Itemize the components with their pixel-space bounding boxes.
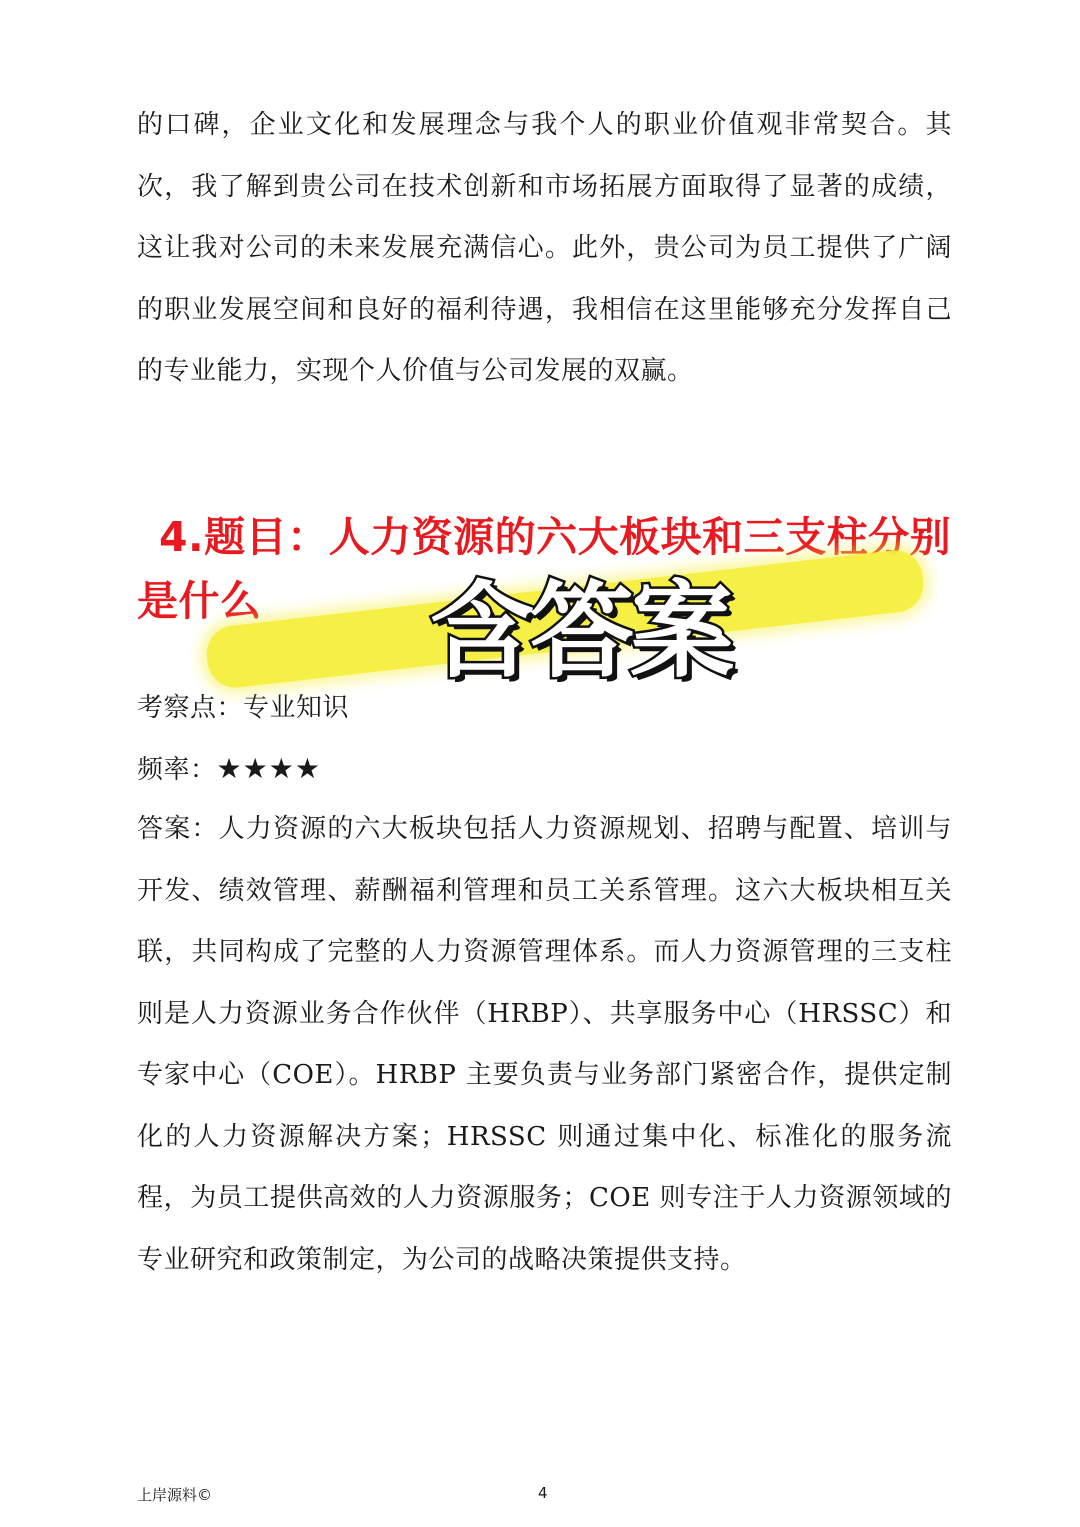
topic-value: 专业知识 [243,693,350,723]
frequency-line [137,749,952,790]
answer-included-stamp: 含答案 [429,570,730,692]
question-title: 4.题目：人力资源的六大板块和三支柱分别是什么 [137,513,952,625]
page-number: 4 [538,1484,548,1502]
intro-paragraph: 的口碑，企业文化和发展理念与我个人的职业价值观非常契合。其次，我了解到贵公司在技术创新和市场拓展方面取得了显著的成绩，这让我对公司的未来发展充满信心。此外，贵公司为员工提供了广阔的职业发展空间和良好的福利待遇，我相信在这里能够充分发挥自己的专业能力，实现个人价值与公司发展的双赢。 [137,110,952,386]
frequency-label: 频率： [137,755,217,785]
footer-source: 上岸源料© [137,1486,213,1504]
frequency-stars: ★★★★ [216,752,321,785]
answer-paragraph [137,799,952,1291]
answer-text: 人力资源的六大板块包括人力资源规划、招聘与配置、培训与开发、绩效管理、薪酬福利管理和员工关系管理。这六大板块相互关联，共同构成了完整的人力资源管理体系。而人力资源管理的三支柱则是人力资源业务合作伙伴（HRBP）、共享服务中心（HRSSC）和专家中心（COE）。HRBP 主要负责与业务部门紧密合作，提供定制化的人力资源解决方案；HRSSC 则通过集中化、标准化的服务流程，为员工提供高效的人力资源服务；COE 则专注于人力资源领域的专业研究和政策制定，为公司的战略决策提供支持。 [137,814,952,1275]
topic-label: 考察点： [137,693,244,723]
answer-label: 答案： [137,814,219,844]
